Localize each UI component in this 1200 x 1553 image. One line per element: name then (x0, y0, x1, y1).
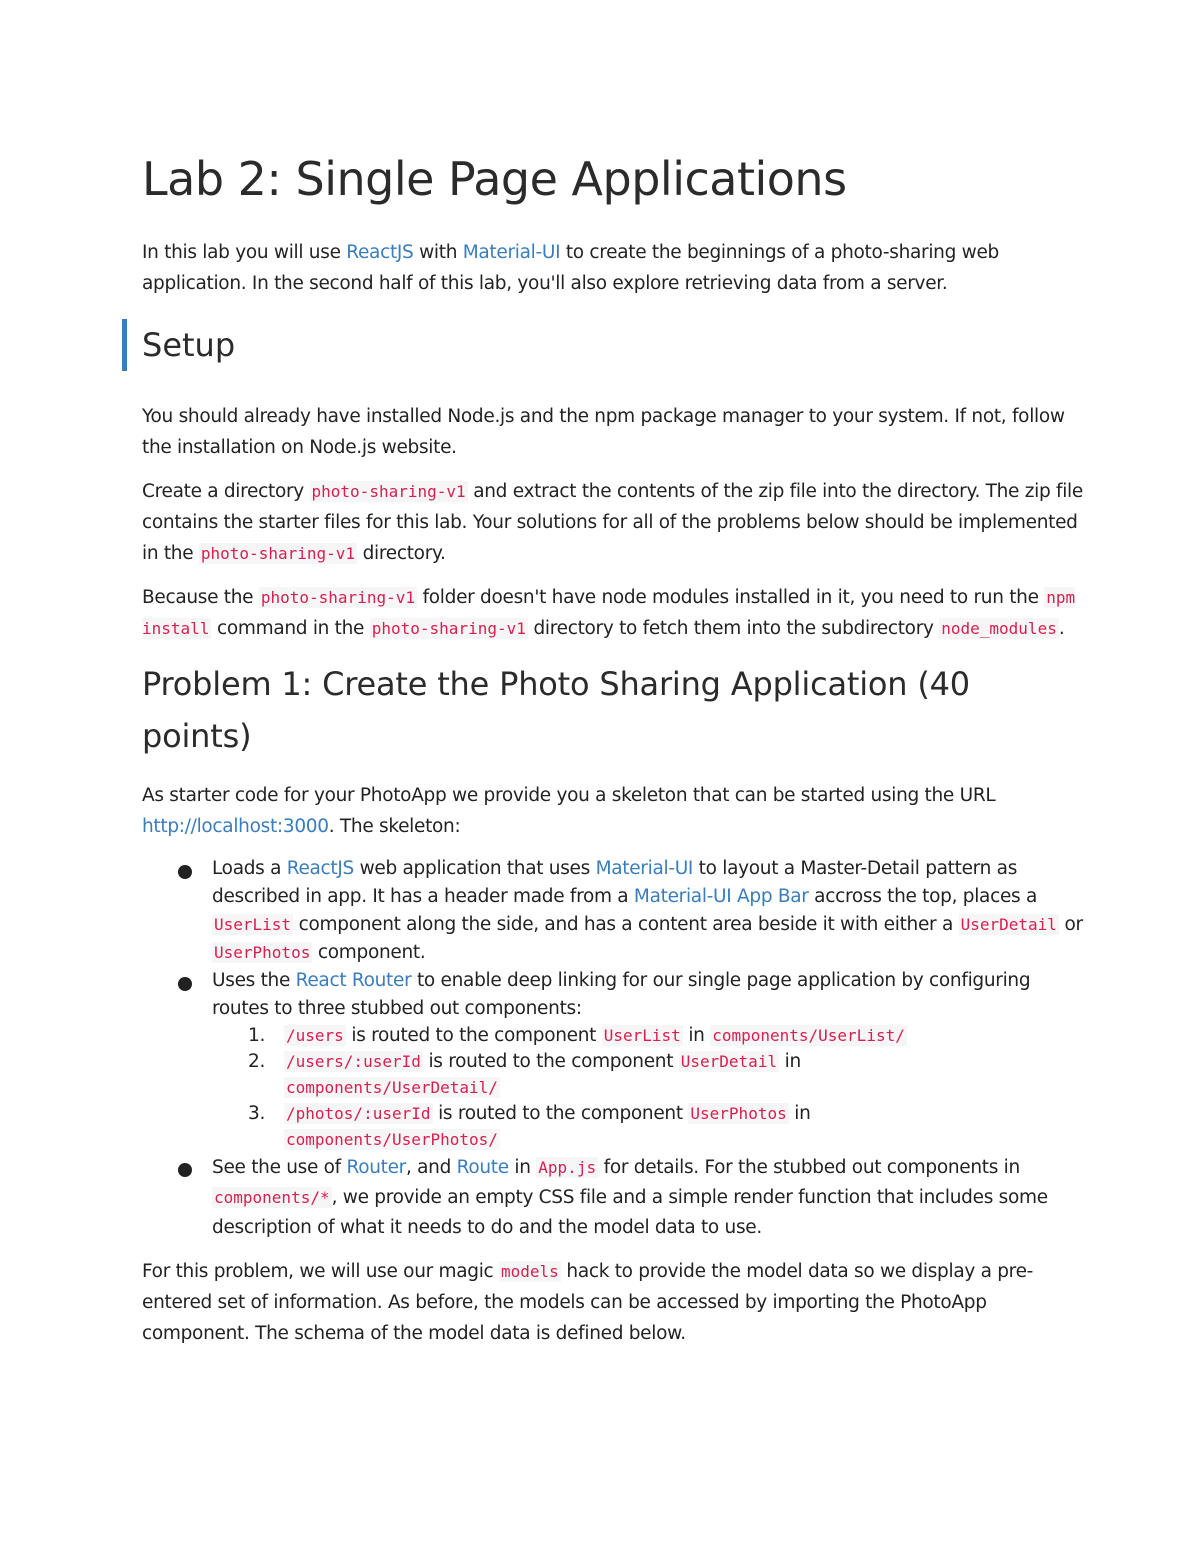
code-route-path: /users (286, 1025, 344, 1045)
code-node-modules: node_modules (941, 618, 1057, 638)
code-component: UserDetail (680, 1051, 778, 1071)
text: in (788, 1102, 811, 1124)
code-userlist: UserList (214, 914, 292, 934)
list-item (142, 967, 1087, 1153)
bullet-icon (178, 865, 192, 879)
code-route-path: /photos/:userId (286, 1103, 431, 1123)
setup-paragraph-1: You should already have installed Node.js and the npm package manager to your system. If not, follow the installation on Node.js website. (142, 405, 1065, 458)
problem-1-paragraph-2 (142, 1256, 1087, 1349)
code-npm-install: npm install (142, 587, 1076, 638)
problem-1-paragraph-1 (142, 780, 1087, 842)
text: or (1058, 913, 1083, 935)
code-directory: photo-sharing-v1 (260, 587, 415, 607)
text: Uses the (212, 969, 296, 991)
text: Because the (142, 586, 259, 608)
text: . (1058, 617, 1065, 639)
setup-heading (142, 325, 1087, 367)
code-userdetail: UserDetail (960, 914, 1057, 934)
material-ui-link[interactable]: Material-UI (595, 857, 694, 879)
bullet-icon (178, 1163, 192, 1177)
routes-list (212, 1023, 1087, 1153)
text: accross the top, places a (808, 885, 1037, 907)
setup-heading-text: Setup (142, 326, 236, 365)
text: directory to fetch them into the subdirectory (527, 617, 940, 639)
text: component. (312, 941, 426, 963)
text: to enable deep linking for our single page application by configuring routes to three stubbed out components: (212, 969, 1031, 1019)
text: is routed to the component (432, 1102, 689, 1124)
code-userphotos: UserPhotos (214, 942, 311, 962)
text: web application that uses (354, 857, 596, 879)
text: in (779, 1050, 801, 1072)
skeleton-features-list (142, 855, 1087, 1243)
intro-paragraph (142, 237, 1087, 299)
text: in (682, 1024, 711, 1046)
text: For this problem, we will use our magic (142, 1260, 500, 1282)
text: As starter code for your PhotoApp we provide you a skeleton that can be started using the URL (142, 784, 996, 806)
text: Create a directory (142, 480, 310, 502)
text: with (413, 242, 463, 264)
code-component: UserPhotos (690, 1103, 787, 1123)
route-number: 2. (248, 1050, 266, 1072)
router-link[interactable]: Router (346, 1156, 406, 1178)
text: to layout a Master-Detail pattern as described in app. It has a header made from a (212, 857, 1018, 907)
code-component-dir: components/UserPhotos/ (286, 1129, 498, 1149)
code-component-dir: components/UserDetail/ (286, 1077, 498, 1097)
list-item (142, 855, 1087, 967)
text: . The skeleton: (328, 815, 461, 837)
code-directory: photo-sharing-v1 (311, 481, 466, 501)
text: component along the side, and has a content area beside it with either a (293, 913, 959, 935)
code-components-glob: components/* (214, 1187, 330, 1207)
code-app-js: App.js (538, 1157, 597, 1177)
route-item (142, 1023, 1087, 1049)
list-item (142, 1153, 1087, 1243)
heading-accent-bar (122, 319, 127, 371)
text: and extract the contents of the zip file into the directory. The zip file contains the starter files for this lab. Your solutions for all of the problems below should be implemented in the (142, 480, 1083, 564)
text: See the use of (212, 1156, 347, 1178)
route-item (142, 1049, 1087, 1101)
route-item (142, 1101, 1087, 1153)
code-models: models (501, 1261, 559, 1281)
route-number: 3. (248, 1102, 266, 1124)
text: , and (405, 1156, 457, 1178)
code-directory: photo-sharing-v1 (371, 618, 526, 638)
text: directory. (357, 542, 446, 564)
text: command in the (211, 617, 370, 639)
problem-1-heading: Problem 1: Create the Photo Sharing Application (40 points) (142, 664, 970, 755)
react-router-link[interactable]: React Router (295, 969, 412, 991)
code-component-dir: components/UserList/ (712, 1025, 905, 1045)
text: , we provide an empty CSS file and a simple render function that includes some description of what it needs to do and the model data to use. (212, 1186, 1048, 1238)
material-ui-app-bar-link[interactable]: Material-UI App Bar (633, 885, 809, 907)
reactjs-link[interactable]: ReactJS (286, 857, 354, 879)
text: is routed to the component (422, 1050, 679, 1072)
material-ui-link[interactable]: Material-UI (462, 242, 561, 264)
document-page (142, 140, 1087, 1362)
text: to create the beginnings of a photo-sharing web application. In the second half of this lab, you'll also explore retrieving data from a server. (142, 242, 999, 295)
route-link[interactable]: Route (456, 1156, 509, 1178)
text: folder doesn't have node modules installed in it, you need to run the (416, 586, 1045, 608)
reactjs-link[interactable]: ReactJS (346, 242, 414, 264)
text: for details. For the stubbed out components in (598, 1156, 1020, 1178)
text: is routed to the component (345, 1024, 602, 1046)
text: In this lab you will use (142, 242, 347, 264)
route-number: 1. (248, 1024, 266, 1046)
setup-paragraph-3 (142, 582, 1087, 644)
text: Loads a (212, 857, 287, 879)
text: in (508, 1156, 537, 1178)
code-route-path: /users/:userId (286, 1051, 421, 1071)
setup-paragraph-2 (142, 476, 1087, 569)
bullet-icon (178, 977, 192, 991)
text: hack to provide the model data so we display a pre-entered set of information. As before, the models can be accessed by importing the PhotoApp component. The schema of the model data is defined below. (142, 1260, 1034, 1344)
localhost-link[interactable]: http://localhost:3000 (142, 815, 329, 837)
code-component: UserList (603, 1025, 681, 1045)
page-title: Lab 2: Single Page Applications (142, 152, 847, 206)
code-directory: photo-sharing-v1 (200, 543, 356, 563)
